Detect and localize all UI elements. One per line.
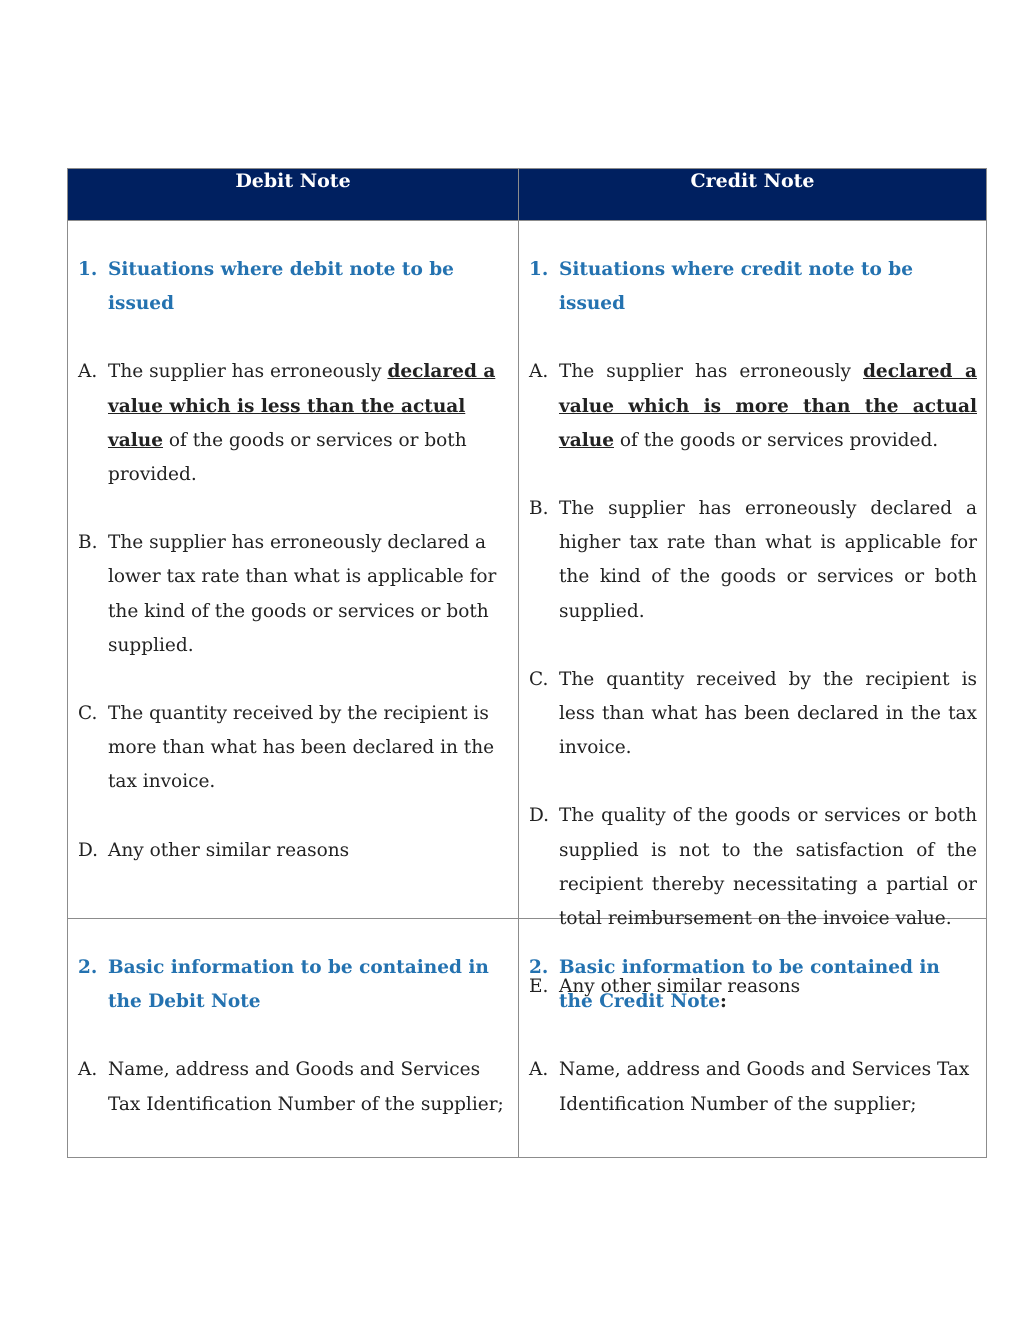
list-item xyxy=(78,834,509,868)
list-marker: C. xyxy=(529,668,549,690)
section-heading xyxy=(529,253,977,321)
list-item-text: The quantity received by the recipient is less than what has been declared in the tax invoice. xyxy=(559,668,977,759)
list-marker: C. xyxy=(78,703,98,725)
list-item xyxy=(78,526,509,663)
list-marker: A. xyxy=(529,361,549,383)
list-item-text: Name, address and Goods and Services Tax Identification Number of the supplier; xyxy=(108,1059,504,1115)
header-credit-note: Credit Note xyxy=(519,169,987,221)
list-item xyxy=(78,697,509,800)
heading-text: Basic information to be contained in the Credit Note: xyxy=(559,957,940,1013)
list-item xyxy=(529,1053,977,1121)
list-item-text: The quality of the goods or services or both supplied is not to the satisfaction of the recipient thereby necessitating a partial or total reimbursement on the invoice value. xyxy=(559,805,977,930)
list-marker: B. xyxy=(78,532,98,554)
list-item-text: The quantity received by the recipient is more than what has been declared in the tax invoice. xyxy=(108,703,495,793)
table-row xyxy=(68,221,987,919)
debit-credit-comparison-table xyxy=(67,168,987,1158)
emphasized-text: declared a value which is more than the actual value xyxy=(559,361,977,451)
list-item xyxy=(529,663,977,766)
heading-text: Basic information to be contained in the Debit Note xyxy=(108,957,489,1013)
list-marker: B. xyxy=(529,498,549,520)
credit-basic-info-cell xyxy=(519,919,987,1158)
list-marker: D. xyxy=(529,805,550,827)
list-marker: D. xyxy=(78,839,99,861)
heading-number: 1. xyxy=(529,259,549,280)
list-item-text: Name, address and Goods and Services Tax Identification Number of the supplier; xyxy=(559,1059,970,1115)
list-item-text: The supplier has erroneously declared a value which is less than the actual value of the goods or services or both provided. xyxy=(108,361,496,486)
list-item xyxy=(529,492,977,629)
heading-text: Situations where credit note to be issued xyxy=(559,259,914,315)
section-heading xyxy=(78,253,509,321)
heading-number: 1. xyxy=(78,259,98,280)
list-marker: E. xyxy=(529,976,549,998)
section-heading xyxy=(78,951,509,1019)
table-header-row xyxy=(68,169,987,221)
list-marker: A. xyxy=(78,1059,98,1081)
list-item xyxy=(78,355,509,492)
heading-text: Situations where debit note to be issued xyxy=(108,259,454,315)
list-item-text: Any other similar reasons xyxy=(559,976,801,998)
table-row xyxy=(68,919,987,1158)
heading-number: 2. xyxy=(529,957,549,978)
list-item-text: The supplier has erroneously declared a lower tax rate than what is applicable for the kind of the goods or services or both supplied. xyxy=(108,532,497,656)
debit-situations-cell xyxy=(68,221,519,919)
list-item-text: The supplier has erroneously declared a value which is more than the actual value of the goods or services provided. xyxy=(559,361,977,451)
list-item xyxy=(529,355,977,458)
list-marker: A. xyxy=(78,361,98,383)
list-item-text: The supplier has erroneously declared a higher tax rate than what is applicable for the kind of the goods or services or both supplied. xyxy=(559,498,977,622)
list-item xyxy=(78,1053,509,1121)
section-heading xyxy=(529,951,977,1019)
heading-number: 2. xyxy=(78,957,98,978)
list-item xyxy=(529,799,977,936)
list-item-text: Any other similar reasons xyxy=(108,839,350,861)
list-marker: A. xyxy=(529,1059,549,1081)
header-debit-note: Debit Note xyxy=(68,169,519,221)
emphasized-text: declared a value which is less than the actual value xyxy=(108,361,496,451)
debit-basic-info-cell xyxy=(68,919,519,1158)
